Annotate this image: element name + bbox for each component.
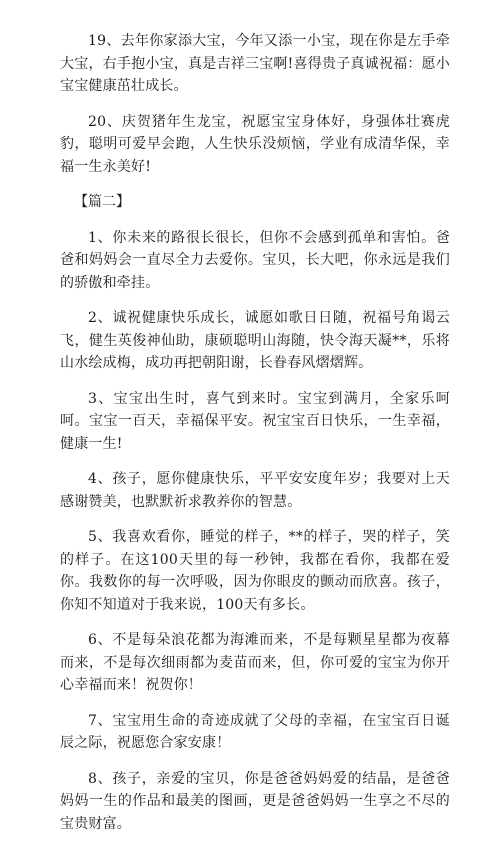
paragraph-8: 8、孩子，亲爱的宝贝，你是爸爸妈妈爱的结晶，是爸爸妈妈一生的作品和最美的图画，更是爸爸妈妈一生享之不尽的宝贵财富。 — [60, 770, 450, 832]
paragraph-4: 4、孩子，愿你健康快乐，平平安安度年岁；我要对上天感谢赞美，也默默祈求教养你的智慧。 — [60, 471, 450, 510]
paragraph-19: 19、去年你家添大宝，今年又添一小宝，现在你是左手牵大宝，右手抱小宝，真是吉祥三宝啊!喜得贵子真诚祝福：愿小宝宝健康茁壮成长。 — [60, 33, 450, 94]
paragraph-2: 2、诚祝健康快乐成长，诚愿如歌日日随，祝福号角谒云飞，健生英俊神仙助，康硕聪明山海随，快令海天凝**，乐将山水绘成梅，成功再把朝阳谢，长眷春风熠熠辉。 — [60, 310, 450, 371]
paragraph-3: 3、宝宝出生时，喜气到来时。宝宝到满月，全家乐呵呵。宝宝一百天，幸福保平安。祝宝宝百日快乐，一生幸福，健康一生! — [60, 390, 450, 452]
paragraph-5: 5、我喜欢看你，睡觉的样子，**的样子，哭的样子，笑的样子。在这100天里的每一秒钟，我都在看你，我都在爱你。我数你的每一次呼吸，因为你眼皮的颤动而欣喜。孩子，你知不知道对于我来说，100天有多长。 — [60, 529, 450, 613]
paragraph-6: 6、不是每朵浪花都为海滩而来，不是每颗星星都为夜幕而来，不是每次细雨都为麦苗而来，但，你可爱的宝宝为你开心幸福而来！祝贺你！ — [60, 632, 450, 693]
section-heading: 【篇二】 — [74, 194, 130, 210]
paragraph-7: 7、宝宝用生命的奇迹成就了父母的幸福，在宝宝百日诞辰之际，祝愿您合家安康！ — [60, 712, 450, 751]
paragraph-20: 20、庆贺猪年生龙宝，祝愿宝宝身体好，身强体壮赛虎豹，聪明可爱早会跑，人生快乐没烦恼，学业有成清华保，幸福一生永美好! — [60, 113, 450, 175]
paragraph-1: 1、你未来的路很长很长，但你不会感到孤单和害怕。爸爸和妈妈会一直尽全力去爱你。宝贝，长大吧，你永远是我们的骄傲和牵挂。 — [60, 229, 450, 291]
document-page — [60, 30, 450, 848]
